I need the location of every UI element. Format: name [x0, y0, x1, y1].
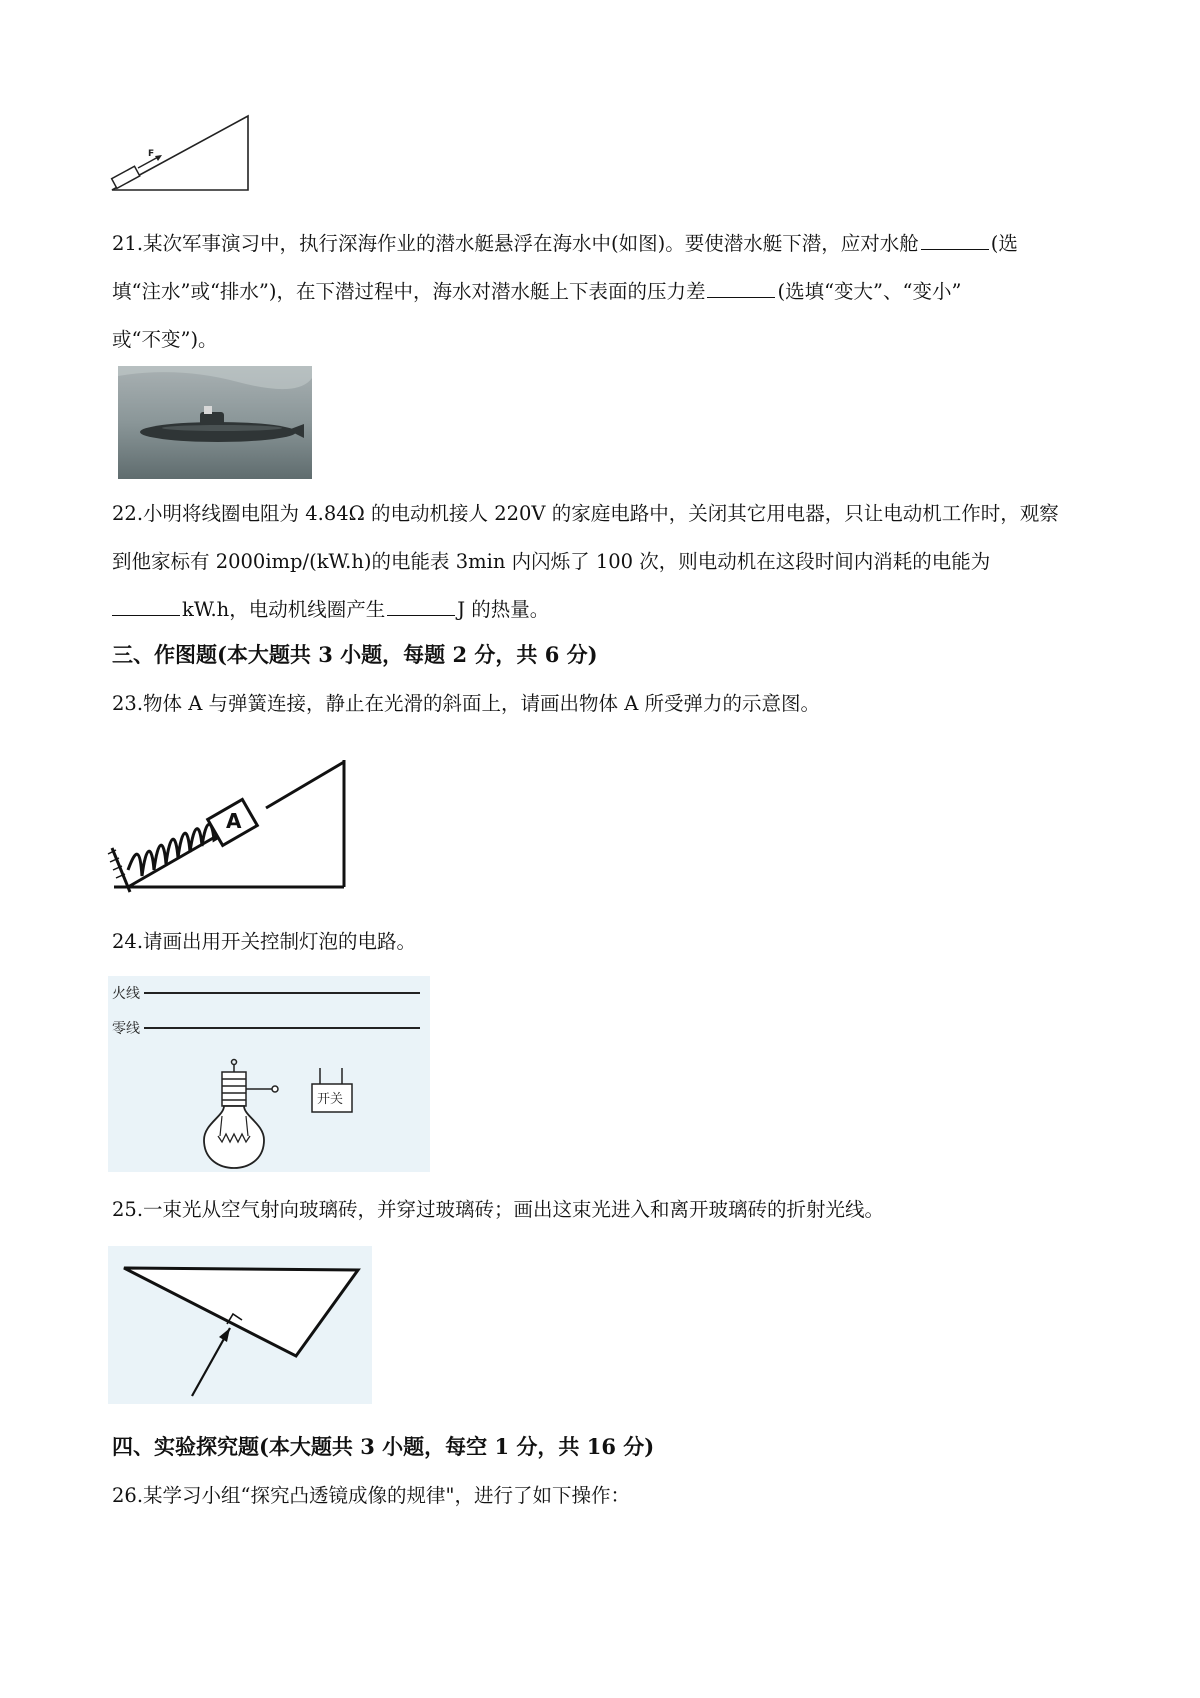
q22-line-1: 22.小明将线圈电阻为 4.84Ω 的电动机接人 220V 的家庭电路中，关闭其它用电器，只让电动机工作时，观察 — [112, 502, 1059, 525]
q21-blank-2[interactable] — [707, 279, 775, 298]
q22-line-2: 到他家标有 2000imp/(kW.h)的电能表 3min 内闪烁了 100 次，则电动机在这段时间内消耗的电能为 — [112, 550, 991, 573]
q22-blank-1[interactable] — [112, 597, 180, 616]
q23-text: 23.物体 A 与弹簧连接，静止在光滑的斜面上，请画出物体 A 所受弹力的示意图。 — [112, 692, 820, 715]
q21-text-2a: 填“注水”或“排水”)，在下潜过程中，海水对潜水艇上下表面的压力差 — [112, 280, 706, 303]
q26-text: 26.某学习小组“探究凸透镜成像的规律"，进行了如下操作： — [112, 1484, 630, 1507]
q21-text-1b: (选 — [990, 232, 1018, 255]
q25-text: 25.一束光从空气射向玻璃砖，并穿过玻璃砖；画出这束光进入和离开玻璃砖的折射光线。 — [112, 1198, 885, 1221]
spring-incline-figure — [106, 752, 356, 902]
q24-text: 24.请画出用开关控制灯泡的电路。 — [112, 930, 417, 953]
q21-line-3: 或“不变”)。 — [112, 328, 218, 351]
q22-text-3a: kW.h，电动机线圈产生 — [182, 598, 386, 621]
section-4-title: 四、实验探究题(本大题共 3 小题，每空 1 分，共 16 分) — [112, 1434, 655, 1459]
q21-blank-1[interactable] — [921, 231, 989, 250]
section-3-title: 三、作图题(本大题共 3 小题，每题 2 分，共 6 分) — [112, 642, 598, 667]
q22-blank-2[interactable] — [387, 597, 455, 616]
live-wire-label: 火线 — [112, 986, 140, 1002]
q21-line-2 — [112, 278, 961, 306]
glass-prism-figure — [108, 1246, 372, 1404]
circuit-figure — [108, 976, 430, 1172]
q22-line-3 — [112, 596, 549, 624]
force-label: F — [148, 149, 155, 159]
q22-text-3b: J 的热量。 — [457, 598, 550, 621]
neutral-wire-label: 零线 — [112, 1021, 140, 1037]
switch-label: 开关 — [317, 1092, 344, 1107]
q21-text-2b: (选填“变大”、“变小” — [777, 280, 962, 303]
block-label: A — [226, 809, 242, 833]
submarine-photo — [118, 366, 312, 479]
q21-text-1a: 21.某次军事演习中，执行深海作业的潜水艇悬浮在海水中(如图)。要使潜水艇下潜，应对水舱 — [112, 232, 919, 255]
q21-line-1 — [112, 230, 1018, 258]
incline-force-figure — [108, 108, 258, 198]
